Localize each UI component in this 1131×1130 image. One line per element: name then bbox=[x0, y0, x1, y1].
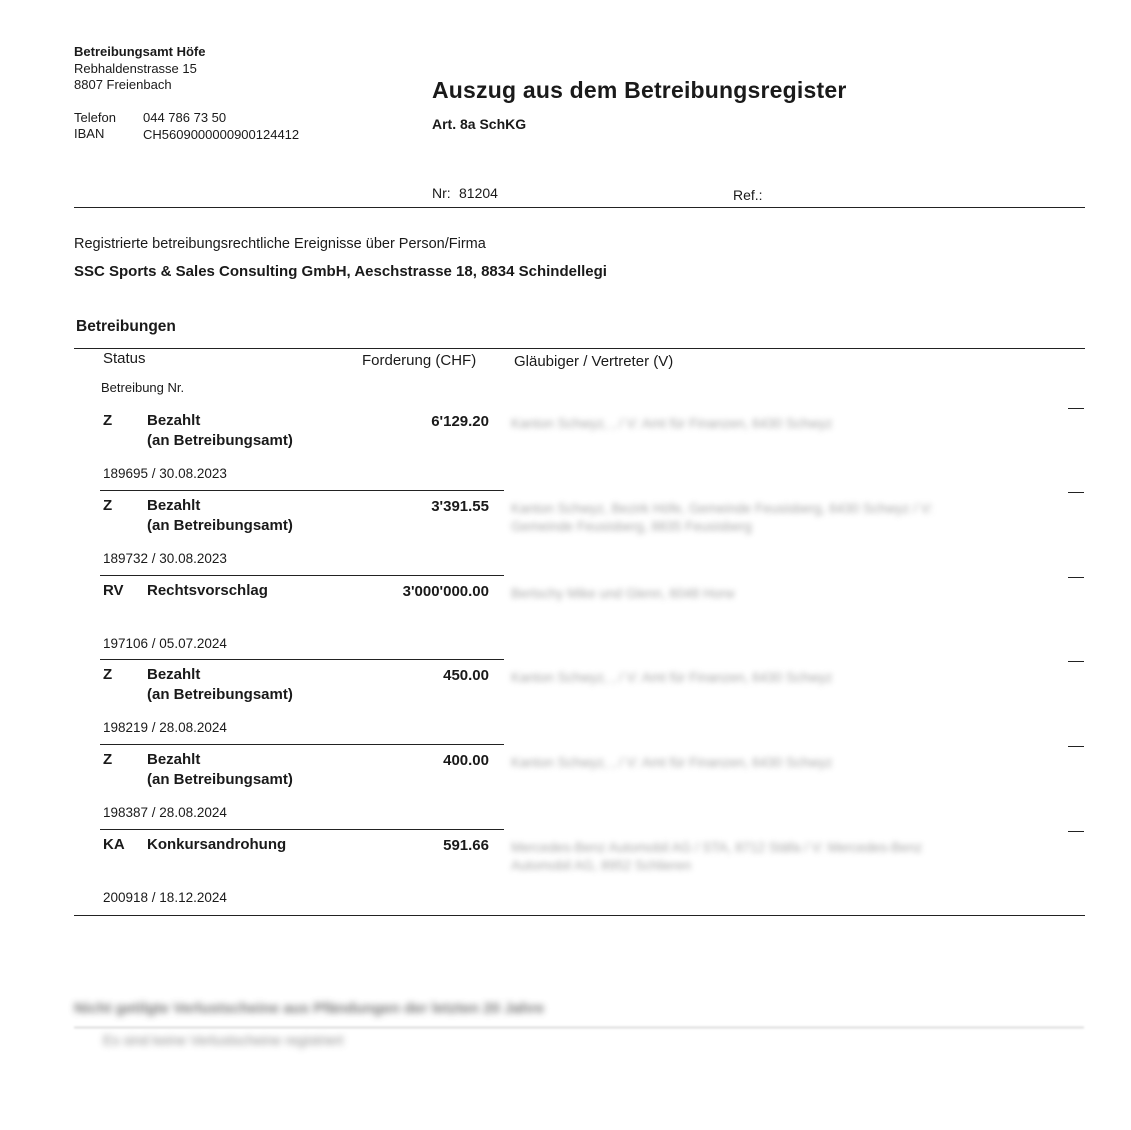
verlustscheine-title: Nicht getilgte Verlustscheine aus Pfändungen der letzten 20 Jahre bbox=[74, 1000, 545, 1017]
col-forderung-header: Forderung (CHF) bbox=[362, 352, 477, 369]
entry-divider bbox=[100, 659, 504, 660]
page-subtitle: Art. 8a SchKG bbox=[432, 116, 527, 132]
entry-dash bbox=[1068, 831, 1084, 832]
entry-status-code: Z bbox=[103, 666, 113, 683]
entry-amount: 6'129.20 bbox=[431, 413, 489, 430]
nr-value: 81204 bbox=[459, 185, 498, 201]
entry-status-note: (an Betreibungsamt) bbox=[147, 771, 293, 788]
entry-status-label: Bezahlt bbox=[147, 751, 201, 768]
entry-status-label: Konkursandrohung bbox=[147, 836, 287, 853]
entry-betreibung-nr: 189732 / 30.08.2023 bbox=[103, 551, 227, 566]
subject-name: SSC Sports & Sales Consulting GmbH, Aeschstrasse 18, 8834 Schindellegi bbox=[74, 263, 607, 280]
entry-dash bbox=[1068, 492, 1084, 493]
entry-amount: 400.00 bbox=[443, 752, 489, 769]
entry-status-code: RV bbox=[103, 582, 124, 599]
intro-text: Registrierte betreibungsrechtliche Ereignisse über Person/Firma bbox=[74, 236, 486, 252]
entry-betreibung-nr: 197106 / 05.07.2024 bbox=[103, 636, 227, 651]
entry-divider bbox=[100, 490, 504, 491]
nr-label: Nr: bbox=[432, 185, 451, 201]
entry-betreibung-nr: 198219 / 28.08.2024 bbox=[103, 720, 227, 735]
entry-dash bbox=[1068, 661, 1084, 662]
office-name: Betreibungsamt Höfe bbox=[74, 44, 206, 59]
entry-status-code: Z bbox=[103, 412, 113, 429]
entry-amount: 450.00 bbox=[443, 667, 489, 684]
entry-creditor: Bertschy Mike und Glenn, 6048 Horw bbox=[511, 586, 735, 601]
verlustscheine-divider bbox=[74, 1027, 1084, 1028]
entry-status-label: Rechtsvorschlag bbox=[147, 582, 268, 599]
iban-value: CH5609000000900124412 bbox=[143, 127, 300, 142]
entry-status-code: Z bbox=[103, 751, 113, 768]
table-bottom-divider bbox=[74, 915, 1085, 916]
col-status-header: Status bbox=[103, 350, 146, 367]
entry-status-note: (an Betreibungsamt) bbox=[147, 432, 293, 449]
entry-dash bbox=[1068, 408, 1084, 409]
entry-status-note: (an Betreibungsamt) bbox=[147, 686, 293, 703]
entry-amount: 3'000'000.00 bbox=[402, 583, 489, 600]
entry-betreibung-nr: 189695 / 30.08.2023 bbox=[103, 466, 227, 481]
entry-creditor-line2: Gemeinde Feusisberg, 8835 Feusisberg bbox=[511, 519, 752, 534]
phone-value: 044 786 73 50 bbox=[143, 110, 227, 125]
section-title: Betreibungen bbox=[76, 318, 176, 335]
entry-divider bbox=[100, 575, 504, 576]
entry-creditor: Kanton Schwyz, Bezirk Höfe, Gemeinde Feusisberg, 6430 Schwyz / V: bbox=[511, 501, 933, 516]
entry-divider bbox=[100, 829, 504, 830]
col-betreibung-nr-header: Betreibung Nr. bbox=[101, 380, 185, 395]
entry-dash bbox=[1068, 746, 1084, 747]
entry-creditor-line2: Automobil AG, 8952 Schlieren bbox=[511, 858, 692, 873]
office-street: Rebhaldenstrasse 15 bbox=[74, 61, 197, 76]
office-city: 8807 Freienbach bbox=[74, 77, 172, 92]
entry-status-code: Z bbox=[103, 497, 113, 514]
ref-label: Ref.: bbox=[733, 187, 763, 203]
iban-label: IBAN bbox=[74, 126, 105, 141]
entry-status-label: Bezahlt bbox=[147, 412, 201, 429]
phone-label: Telefon bbox=[74, 110, 116, 125]
table-top-divider bbox=[74, 348, 1085, 349]
entry-betreibung-nr: 198387 / 28.08.2024 bbox=[103, 805, 227, 820]
entry-status-code: KA bbox=[103, 836, 125, 853]
entry-creditor: Mercedes-Benz Automobil AG / STA, 8712 Stäfa / V: Mercedes-Benz bbox=[511, 840, 923, 855]
entry-amount: 3'391.55 bbox=[431, 498, 489, 515]
entry-status-label: Bezahlt bbox=[147, 497, 201, 514]
entry-divider bbox=[100, 744, 504, 745]
entry-creditor: Kanton Schwyz, , / V: Amt für Finanzen, 6430 Schwyz bbox=[511, 416, 833, 431]
entry-dash bbox=[1068, 577, 1084, 578]
entry-amount: 591.66 bbox=[443, 837, 489, 854]
entry-creditor: Kanton Schwyz, , / V: Amt für Finanzen, 6430 Schwyz bbox=[511, 755, 833, 770]
header-divider bbox=[74, 207, 1085, 208]
entry-status-label: Bezahlt bbox=[147, 666, 201, 683]
col-glaeubiger-header: Gläubiger / Vertreter (V) bbox=[514, 353, 674, 370]
entry-betreibung-nr: 200918 / 18.12.2024 bbox=[103, 890, 227, 905]
entry-creditor: Kanton Schwyz, , / V: Amt für Finanzen, 6430 Schwyz bbox=[511, 670, 833, 685]
page-title: Auszug aus dem Betreibungsregister bbox=[432, 77, 847, 103]
entry-status-note: (an Betreibungsamt) bbox=[147, 517, 293, 534]
verlustscheine-text: Es sind keine Verlustscheine registriert bbox=[103, 1032, 344, 1048]
